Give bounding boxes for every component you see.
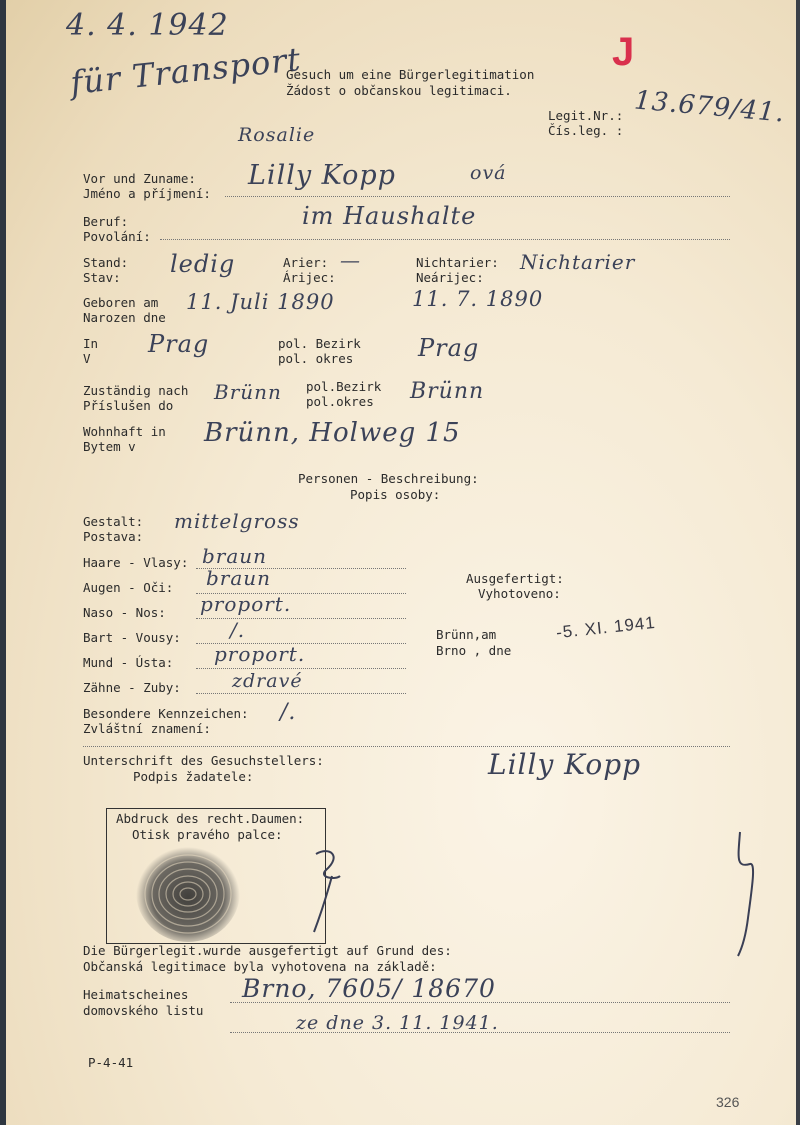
besondere-value: /. [280,700,297,725]
zaehne-value: zdravé [232,670,303,692]
beruf-value: im Haushalte [302,202,477,230]
grund-label-cz: Občanská legitimace byla vyhotovena na základě: [83,959,437,974]
wohnhaft-label-cz: Bytem v [83,439,136,454]
thumb-label-cz: Otisk pravého palce: [132,827,283,842]
nase-label: Naso - Nos: [83,605,166,620]
form-code: P-4-41 [88,1055,134,1070]
handwritten-transport-note: für Transport [68,40,303,102]
gestalt-value: mittelgross [174,509,300,533]
bart-value: /. [230,618,246,642]
legit-label-de: Legit.Nr.: [548,108,624,123]
zustandig-bezirk-label-de: pol.Bezirk [306,379,382,394]
arier-label-cz: Árijec: [283,270,336,285]
zustandig-value: Brünn [214,380,282,404]
scan-edge-right [796,0,800,1125]
official-initial-mark [296,846,356,936]
heimat-label-de: Heimatscheines [83,987,189,1002]
ausgefertigt-label-cz: Vyhotoveno: [478,586,561,601]
in-label-de: In [83,336,99,351]
beruf-line [160,239,730,240]
page-number: 326 [716,1094,740,1110]
stand-value: ledig [170,250,236,278]
nichtarier-value: Nichtarier [520,250,636,274]
ausgefertigt-label-de: Ausgefertigt: [466,571,564,586]
zustandig-bezirk-value: Brünn [410,379,485,404]
stand-label-de: Stand: [83,255,129,270]
red-j-stamp: J [612,30,635,74]
name-label-de: Vor und Zuname: [83,171,196,186]
scan-edge-left [0,0,6,1125]
fingerprint-icon [134,834,242,942]
nichtarier-label-de: Nichtarier: [416,255,499,270]
in-value: Prag [148,330,210,358]
title-czech: Žádost o občanskou legitimaci. [286,83,512,98]
zaehne-label: Zähne - Zuby: [83,680,181,695]
zustandig-label-de: Zuständig nach [83,383,189,398]
desc-title-cz: Popis osoby: [350,487,441,502]
beruf-label-de: Beruf: [83,214,129,229]
nichtarier-label-cz: Neárijec: [416,270,484,285]
stand-label-cz: Stav: [83,270,121,285]
name-value: Lilly Kopp [248,160,396,191]
augen-label: Augen - Oči: [83,580,174,595]
place-label-de: Brünn,am [436,627,497,642]
haare-label: Haare - Vlasy: [83,555,189,570]
bart-label: Bart - Vousy: [83,630,181,645]
applicant-signature: Lilly Kopp [488,748,642,781]
geboren-value-numeric: 11. 7. 1890 [412,287,544,311]
in-bezirk-value: Prag [418,334,480,362]
separator-line [83,746,730,747]
legit-label-cz: Čís.leg. : [548,123,624,138]
beruf-label-cz: Povolání: [83,229,151,244]
augen-value: braun [206,566,272,590]
besondere-label-de: Besondere Kennzeichen: [83,706,249,721]
in-label-cz: V [83,351,91,366]
in-bezirk-label-cz: pol. okres [278,351,354,366]
legit-number: 13.679/41. [632,85,787,129]
geboren-label-de: Geboren am [83,295,159,310]
in-bezirk-label-de: pol. Bezirk [278,336,361,351]
geboren-value: 11. Juli 1890 [186,290,335,314]
title-german: Gesuch um eine Bürgerlegitimation [286,67,535,82]
mund-value: proport. [214,642,306,666]
place-label-cz: Brno , dne [436,643,512,658]
signature-label-cz: Podpis žadatele: [133,769,254,784]
date-stamp: -5. XI. 1941 [555,612,657,643]
official-signature-mark [726,828,766,958]
gestalt-label-cz: Postava: [83,529,144,544]
gestalt-label-de: Gestalt: [83,514,144,529]
wohnhaft-label-de: Wohnhaft in [83,424,166,439]
arier-label-de: Arier: [283,255,329,270]
zustandig-bezirk-label-cz: pol.okres [306,394,374,409]
besondere-label-cz: Zvláštní znamení: [83,721,211,736]
haare-value: braun [202,544,268,568]
desc-title-de: Personen - Beschreibung: [298,471,479,486]
zustandig-label-cz: Příslušen do [83,398,174,413]
heimat-date-value: ze dne 3. 11. 1941. [296,1012,499,1034]
grund-label-de: Die Bürgerlegit.wurde ausgefertigt auf Grund des: [83,943,452,958]
geboren-label-cz: Narozen dne [83,310,166,325]
heimat-value: Brno, 7605/ 18670 [242,974,496,1003]
nase-line [196,618,406,619]
heimat-label-cz: domovského listu [83,1003,204,1018]
nase-value: proport. [200,592,292,616]
arier-value: — [340,248,361,272]
mund-line [196,668,406,669]
name-suffix: ová [470,162,507,184]
mund-label: Mund - Ústa: [83,655,174,670]
thumb-label-de: Abdruck des recht.Daumen: [116,811,305,826]
signature-label-de: Unterschrift des Gesuchstellers: [83,753,324,768]
name-label-cz: Jméno a příjmení: [83,186,211,201]
name-line [225,196,730,197]
handwritten-date: 4. 4. 1942 [66,8,229,43]
zaehne-line [196,693,406,694]
wohnhaft-value: Brünn, Holweg 15 [204,418,461,448]
handwritten-rosalie: Rosalie [238,124,316,146]
